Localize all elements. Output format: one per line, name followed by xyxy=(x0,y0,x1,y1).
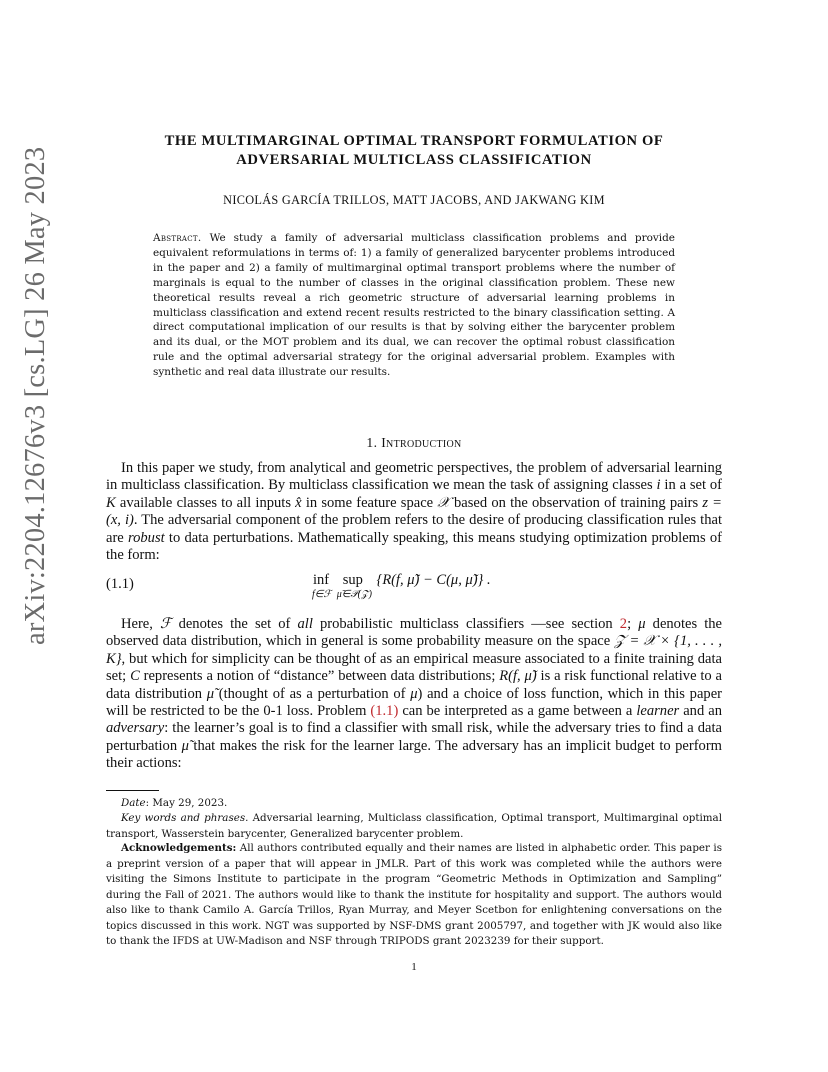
math-i: i xyxy=(656,477,661,494)
emph-all: all xyxy=(297,616,313,632)
text-run: based on the observation of training pairs xyxy=(449,494,703,511)
math-Z-space: 𝒵 = 𝒳 × {1, . . . , K} xyxy=(106,633,722,667)
text-run: : the learner’s goal is to find a classifier with small risk, while the adversary tries to find a data perturbation xyxy=(106,720,722,754)
emph-learner: learner xyxy=(636,703,680,720)
inf-text: inf xyxy=(313,572,330,588)
math-mu: μ xyxy=(410,685,418,702)
text-run: represents a notion of “distance” between data distributions; xyxy=(139,668,500,685)
text-run: is a risk functional relative to a data distribution xyxy=(106,668,723,702)
keywords-text: Adversarial learning, Multiclass classification, Optimal transport, Multimarginal optimal transport, Wasserstein barycenter, Generalized barycenter problem. xyxy=(106,812,722,840)
text-run: In this paper we study, from analytical and geometric perspectives, the problem of adversarial learning in multiclass classification. By multiclass classification we mean the task of assigning classes xyxy=(106,460,722,494)
equation-number: (1.1) xyxy=(106,576,134,592)
text-run: in a set of xyxy=(660,477,722,494)
equation-body: {R(f, μ̃) − C(μ, μ̃)} . xyxy=(376,572,491,588)
math-mu: μ xyxy=(638,616,646,632)
text-run: (thought of as a perturbation of xyxy=(214,685,411,702)
equation-1-1 xyxy=(312,572,491,600)
text-run: ; xyxy=(627,616,639,632)
text-run: available classes to all inputs xyxy=(115,494,296,511)
inf-operator xyxy=(312,572,332,600)
text-run: ) and a choice of loss function, which in this paper will be restricted to be the 0-1 loss. Problem xyxy=(106,685,722,720)
emph-adversary: adversary xyxy=(106,720,165,737)
text-run: . The adversarial component of the problem refers to the desire of producing classification rules that are xyxy=(106,512,722,546)
footnote-keywords xyxy=(106,811,722,842)
footnote-rule xyxy=(106,790,159,791)
ack-label: Acknowledgements: xyxy=(121,842,237,854)
page-number: 1 xyxy=(411,961,417,973)
text-run: denotes the set of xyxy=(171,616,298,632)
author-list: NICOLÁS GARCÍA TRILLOS, MATT JACOBS, AND JAKWANG KIM xyxy=(223,193,605,207)
intro-paragraph-1 xyxy=(106,460,722,564)
math-training-pair: z = (x, i) xyxy=(106,494,722,529)
abstract-text: We study a family of adversarial multiclass classification problems and provide equivalent reformulations in terms of: 1) a family of generalized barycenter problems introduced in the paper and 2) a family of multimarginal optimal transport problems where the number of marginals is equal to the number of classes in the original classification problem. These new theoretical results reveal a rich geometric structure of adversarial learning problems in multiclass classification and extend recent results restricted to the binary classification setting. A direct computational implication of our results is that by solving either the barycenter problem and its dual, or the MOT problem and its dual, we can recover the optimal robust classification rule and the optimal adversarial strategy for the original adversarial problem. Examples with synthetic and real data illustrate our results. xyxy=(153,232,675,379)
text-run: that makes the risk for the learner large. The adversary has an implicit budget to perform their actions: xyxy=(106,737,722,772)
keywords-label: Key words and phrases. xyxy=(121,812,249,824)
date-value: : May 29, 2023. xyxy=(145,797,228,809)
inf-subscript: f∈ℱ xyxy=(312,589,332,600)
section-heading xyxy=(0,435,828,451)
section-title: Introduction xyxy=(381,435,462,450)
section-number: 1. xyxy=(366,435,378,450)
date-label: Date xyxy=(121,797,146,809)
text-run: and an xyxy=(679,703,722,720)
math-R: R(f, μ̃) xyxy=(499,668,537,685)
math-F: ℱ xyxy=(160,616,172,632)
math-K: K xyxy=(106,494,116,511)
sup-text: sup xyxy=(342,572,363,588)
abstract-label: Abstract. xyxy=(153,232,202,244)
equation-1-1-link[interactable]: (1.1) xyxy=(370,703,399,720)
text-run: Here, xyxy=(121,616,161,632)
ack-text: All authors contributed equally and their names are listed in alphabetic order. This paper is a preprint version of a paper that will appear in JMLR. Part of this work was completed while the authors were visiting the Simons Institute to participate in the program “Geometric Methods in Optimization and Sampling” during the Fall of 2021. The authors would like to thank the institute for hospitality and support. The authors would also like to thank Camilo A. García Trillos, Ryan Murray, and Meyer Scetbon for enlightening conversations on the topics discussed in this work. NGT was supported by NSF-DMS grant 2005797, and together with JK would also like to thank the IFDS at UW-Madison and NSF through TRIPODS grant 2023239 for their support. xyxy=(106,842,722,947)
sup-operator xyxy=(336,572,372,600)
math-mutilde: μ̃ xyxy=(181,737,189,754)
sup-subscript: μ̃∈𝒫(𝒵) xyxy=(336,589,372,600)
section-2-link[interactable]: 2 xyxy=(619,616,628,632)
intro-paragraph-2 xyxy=(106,616,722,773)
text-run: in some feature space xyxy=(301,494,438,511)
emph-robust: robust xyxy=(128,529,165,546)
text-run: to data perturbations. Mathematically speaking, this means studying optimization problems of the form: xyxy=(106,529,722,564)
text-run: probabilistic multiclass classifiers —see section xyxy=(312,616,620,632)
math-C: C xyxy=(130,668,140,685)
title-line-2: ADVERSARIAL MULTICLASS CLASSIFICATION xyxy=(236,152,592,168)
footnote-date xyxy=(106,796,722,812)
abstract xyxy=(153,231,675,380)
text-run: , but which for simplicity can be thought of as an empirical measure associated to a finite training data set; xyxy=(106,650,722,685)
text-run: can be interpreted as a game between a xyxy=(398,703,637,720)
paper-title xyxy=(0,132,828,170)
footnote-acknowledgements xyxy=(106,841,722,950)
math-xhat: x̂ xyxy=(295,494,302,511)
text-run: denotes the observed data distribution, which in general is some probability measure on the space xyxy=(106,616,723,650)
math-mutilde: μ̃ xyxy=(206,685,215,702)
arxiv-identifier-text: arXiv:2204.12676v3 [cs.LG] 26 May 2023 xyxy=(20,146,51,645)
math-feature-space: 𝒳 xyxy=(437,494,450,511)
title-line-1: THE MULTIMARGINAL OPTIMAL TRANSPORT FORMULATION OF xyxy=(164,133,664,149)
